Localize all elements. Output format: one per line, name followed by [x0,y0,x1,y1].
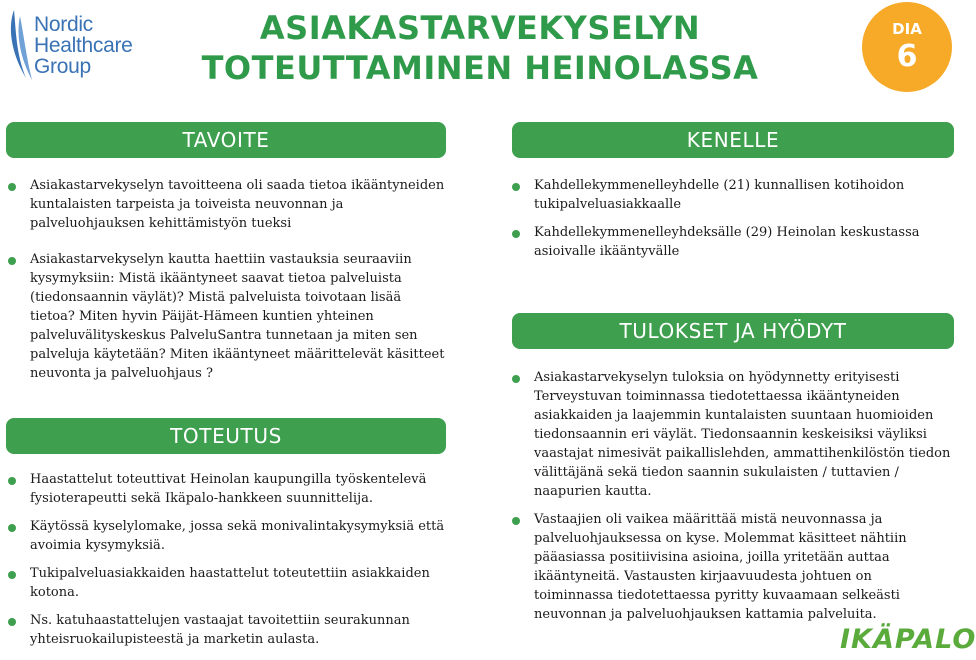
tulokset-list [512,368,952,624]
list-item: Asiakastarvekyselyn kautta haettiin vastauksia seuraaviin kysymyksiin: Mistä ikääntyneet saavat tietoa palveluista (tiedonsaannin väylät)? Mistä palveluista toivotaan lisää tietoa? Miten hyvin Päijät-Hämeen kuntien yhteinen palveluvälityskeskus PalveluSantra tunnetaan ja miten sen palveluja käytetään? Miten ikääntyneet määrittelevät käsitteet neuvonta ja palveluohjaus ? [8,250,448,383]
page-title [160,8,800,88]
toteutus-list [8,470,448,649]
list-item: Kahdellekymmenelleyhdeksälle (29) Heinolan keskustassa asioivalle ikääntyvälle [512,223,952,261]
logo-line-1: Nordic [34,13,93,36]
list-item: Ns. katuhaastattelujen vastaajat tavoitettiin seurakunnan yhteisruokailupisteestä ja marketin aulasta. [8,611,448,649]
list-item: Asiakastarvekyselyn tuloksia on hyödynnetty erityisesti Terveystuvan toiminnassa tiedotettaessa ikääntyneiden asiakkaiden ja laajemmin kuntalaisten suuntaan huomioiden tiedonsaannin eri väylät. Tiedonsaannin keskeisiksi väyliksi vaastajat nimesivät paikallislehden, ammattihenkilöstön tiedon välittäjänä sekä tiedon saannin sukulaisten / tuttavien / naapurien kautta. [512,368,952,501]
nordic-healthcare-group-logo [6,6,156,84]
kenelle-heading: KENELLE [512,122,954,158]
slide-label: DIA [892,20,922,38]
logo-line-2: Healthcare [34,34,133,57]
list-item: Vastaajien oli vaikea määrittää mistä neuvonnassa ja palveluohjauksessa on kyse. Molemmat käsitteet nähtiin pääasiassa positiivisina asioina, joilla yritetään auttaa ikääntyneitä. Vastausten kirjaavuudesta johtuen on toiminnassa tiedotettaessa pyritty kuvaamaan selkeästi neuvonnan ja palveluohjauksen kattamia palveluita. [512,510,952,624]
toteutus-heading: TOTEUTUS [6,418,446,454]
page-title-line-2: TOTEUTTAMINEN HEINOLASSA [201,49,759,87]
ikapalo-logo: IKÄPALO [840,624,976,655]
logo-line-3: Group [34,55,91,78]
tavoite-heading: TAVOITE [6,122,446,158]
list-item: Asiakastarvekyselyn tavoitteena oli saada tietoa ikääntyneiden kuntalaisten tarpeista ja toiveista neuvonnan ja palveluohjauksen kehittämistyön tueksi [8,176,448,233]
page-title-line-1: ASIAKASTARVEKYSELYN [259,9,701,47]
list-item: Haastattelut toteuttivat Heinolan kaupungilla työskentelevä fysioterapeutti sekä Ikäpalo-hankkeen suunnittelija. [8,470,448,508]
slide-number-badge [862,2,952,92]
slide-number: 6 [896,39,918,74]
list-item: Kahdellekymmenelleyhdelle (21) kunnallisen kotihoidon tukipalveluasiakkaalle [512,176,952,214]
tulokset-heading: TULOKSET JA HYÖDYT [512,313,954,349]
kenelle-list [512,176,952,261]
tavoite-list [8,176,448,383]
leaf-icon [6,6,36,86]
list-item: Käytössä kyselylomake, jossa sekä monivalintakysymyksiä että avoimia kysymyksiä. [8,517,448,555]
list-item: Tukipalveluasiakkaiden haastattelut toteutettiin asiakkaiden kotona. [8,564,448,602]
